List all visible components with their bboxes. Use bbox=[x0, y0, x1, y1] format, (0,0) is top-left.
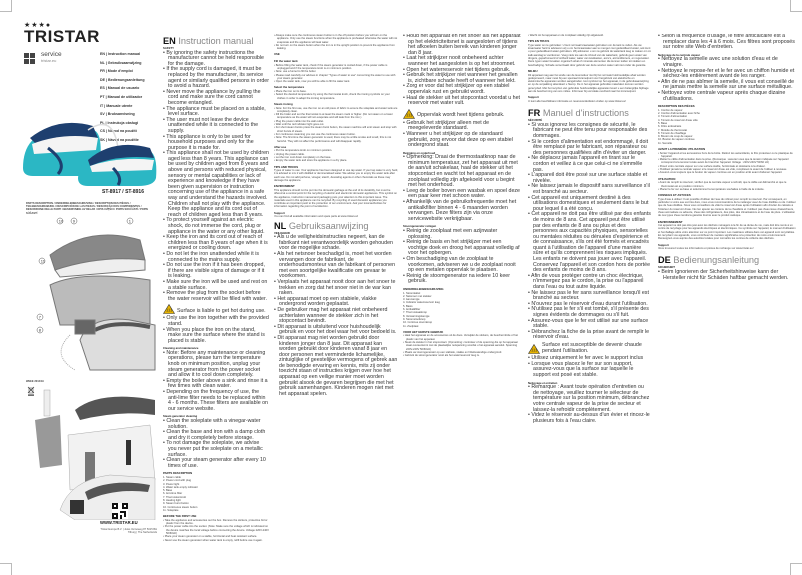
bullet-item: • Débranchez la fiche de la prise avant de remplir le réservoir d'eau. bbox=[528, 330, 651, 341]
language-item: PL | Instrukcja obsługi bbox=[100, 120, 139, 125]
bullet-item: • Open het waterreservoir niet tijdens gebruik. bbox=[403, 68, 521, 74]
bullet-item: • Haal de stekker uit het stopcontact voordat u het reservoir met water vult. bbox=[403, 96, 521, 107]
language-item: DE | Bedienungsanleitung bbox=[100, 77, 145, 82]
bullet-item: • L'appareil doit être posé sur une surface stable et nivelée. bbox=[528, 173, 651, 184]
bullet-item: • Never move the appliance by pulling the cord and make sure the cord cannot become entangled. bbox=[163, 90, 269, 107]
bullet-item: • Nettoyez votre centrale vapeur après chaque dizaine d'utilisations. bbox=[658, 91, 796, 102]
bullet-item: • Videz le réservoir au-dessus d'un évier et rincez-le plusieurs fois à l'eau claire. bbox=[528, 413, 651, 424]
subheading: ENVIRONNEMENT bbox=[658, 219, 683, 224]
paragraph: 5. Basis bbox=[403, 304, 413, 308]
paragraph: 8. Heating light bbox=[163, 499, 181, 503]
callout-10: 10 bbox=[58, 218, 64, 224]
warning-text: Surface is liable to get hot during use. bbox=[177, 307, 266, 314]
company-address: Tristar Europe B.V. | Jules Verneweg 87 5015 BH Tilburg | The Netherlands bbox=[100, 528, 157, 535]
paragraph: 11. Soleplate bbox=[163, 508, 179, 512]
subheading: Steam ironing bbox=[274, 101, 293, 106]
language-item: ES | Manual de usuario bbox=[100, 86, 140, 91]
callout-11: 11 bbox=[40, 258, 45, 264]
small-bullet-item: • Fill the boiler and set the thermostat to at least the steam mark or higher. (Do not steam on a lower temperature as the water will not evaporate and will leak from the iron.) bbox=[274, 113, 398, 120]
paragraph: 10. Bouton de vapeur continue bbox=[658, 138, 695, 142]
hot-surface-warning-icon bbox=[528, 344, 540, 354]
paragraph: 1. Steam cable bbox=[163, 475, 181, 479]
bullet-item: • By ignoring the safety instructions the manufacturer cannot be held responsible for the damage. bbox=[163, 51, 269, 68]
bullet-item: • Si le cordon d'alimentation est endommagé, il doit être remplacé par le fabricant, son réparateur ou des personnes qualifiées afin d'éviter un danger. bbox=[528, 140, 651, 157]
paragraph: Type water om te gebruiken: U kunt normaal kraanwater gebruiken om de tank te vullen. Als uw kraanwater hard is adviseren wij u om het kraanwater aan te mengen met gedestilleerd water, ook kunt u puur gedestilleerd water gebruiken. Wij adviseren u om na gebruik de watertank leeg te maken om zo kalk aanslag te voorkomen. Voeg niets toe aan de inhoud van de watertank, gebruik geen water van drogers, geparfumeerd of onthard water, water van koelkasten, accu's, airconditioners, en regenwater. Deze typen water bevatten organisch afval of minerale elementen die kunnen leiden tot vlekken en beschadiging. Schade veroorzaakt door gebruik van deze soorten water valt niet onder de garantie. bbox=[528, 43, 651, 67]
small-bullet-item: • Always make sure the continuous steam button is in the off position before you will turn on the appliance. Only use the steam functions when the appliance is preheated otherwise the water will not evaporate and the appliance will leak water. bbox=[274, 34, 398, 44]
bullet-item: • This appliance shall not be used by children aged less than 8 years. This appliance can be used by children aged from 8 years and above and persons with reduced physical, sensory or mental capabilities or lack of experience and knowledge if they have been given supervision or instruction concerning use of the appliance in a safe way and understand the hazards involved. Children shall not play with the appliance. Keep the appliance and its cord out of reach of children aged less than 8 years. bbox=[163, 151, 269, 218]
paragraph: 1. Cordon de vapeur bbox=[658, 108, 683, 112]
subheading: Select the temperature bbox=[274, 85, 305, 90]
bullet-item: • Depending on the frequency of use, the anti-lime filter needs to be replaced within 4 - 6 months. These filters are available on our service website. bbox=[163, 390, 269, 412]
bullet-item: • Selon la fréquence d'usage, le filtre anticalcaire est à remplacer dans les 4 à 6 mois. Ces filtres sont proposés sur notre site Web d'entretien. bbox=[658, 34, 796, 51]
subheading: Support bbox=[658, 242, 669, 247]
subheading: CONSEILS ET ASTUCES bbox=[658, 193, 691, 198]
language-code: NL bbox=[274, 220, 287, 231]
bullet-item: • Only use the iron together with the provided stand. bbox=[163, 316, 269, 327]
bullet-item: • Gebruik het strijkijzer niet wanneer het gevallen is, zichtbare schade heeft of wanneer het lekt. bbox=[403, 73, 521, 84]
small-bullet-item: • Haal het apparaat en de accessoires uit de doos. Verwijder de stickers, de beschermfolie of het plastic van het apparaat. bbox=[403, 334, 521, 341]
bullet-item: • Zorg er voor dat het strijkijzer op een stabiel oppervlak rust en gebruikt wordt. bbox=[403, 84, 521, 95]
section-title bbox=[528, 108, 651, 118]
language-item: CS | Návod na použití bbox=[100, 129, 137, 134]
subheading: TIPS AND TRICKS bbox=[274, 164, 299, 169]
small-bullet-item: • Assurez-vous toujours que le bouton de vapeur continue est en position arrêt avant d'allumer l'appareil. bbox=[658, 171, 796, 174]
bullet-item: • Nettoyez le repose-fer et le fer avec un chiffon humide et séchez-les entièrement avant de les ranger. bbox=[658, 69, 796, 80]
service-label: service bbox=[41, 51, 62, 58]
language-code: EN bbox=[163, 36, 176, 46]
bullet-item: • Wanneer u het strijkijzer op de standaard gebruikt, zorg ervoor dat deze op een stabiel ondergrond staat. bbox=[403, 132, 521, 149]
bullet-item: • Als het netsnoer beschadigd is, moet het worden vervangen door de fabrikant, de onderhoudsmonteur van de fabrikant of personen met een soortgelijke kwalificatie om gevaar te voorkomen. bbox=[274, 252, 398, 280]
paragraph: 3. Aan-lampje bbox=[403, 298, 420, 302]
paragraph: Vous trouverez toutes les informations et pièces de rechange sur www.tristar.eu ! bbox=[658, 247, 755, 251]
bullet-item: • Utilisez uniquement le fer avec le support inclus bbox=[528, 356, 651, 362]
section-subheading: SAFETY bbox=[163, 46, 175, 50]
column-en bbox=[163, 34, 269, 564]
column-en-nl bbox=[274, 34, 398, 564]
subheading: Nettoyage de la centrale vapeur bbox=[658, 52, 701, 57]
bullet-item: • Cet appareil ne doit pas être utilisé par des enfants de moins de 8 ans. Cet appareil peut être utilisé par des enfants de 8 ans ou plus et des personnes aux capacités physiques, sensorielles ou mentales réduites ou dénuées d'expérience et de connaissance, s'ils ont été formés et encadrés quant à l'utilisation de l'appareil d'une manière sûre et qu'ils comprennent les risques impliqués. Les enfants ne doivent pas jouer avec l'appareil. Conservez l'appareil et son cordon hors de portée des enfants de moins de 8 ans. bbox=[528, 212, 651, 274]
bullet-item: • Reinig de stoomgenerator na iedere 10 keer gebruik. bbox=[403, 274, 521, 285]
language-code: DE bbox=[658, 255, 671, 266]
paragraph: 5. Base bbox=[163, 489, 173, 493]
bullet-item: • Nettoyez la semelle avec une solution d'eau et de vinaigre. bbox=[658, 57, 796, 68]
base-and-tank-diagram bbox=[30, 380, 158, 520]
subheading: MILIEU bbox=[528, 68, 538, 73]
subheading: Steam generator cleaning bbox=[163, 414, 198, 419]
product-photo bbox=[18, 108, 160, 188]
subheading: UTILISATION bbox=[658, 176, 676, 181]
bullet-item: • Keep the iron and its cord out of reach of children less than 8 years of age when it is energized or cooling down. bbox=[163, 235, 269, 252]
bullet-item: • Reinig de basis en het strijkijzer met een vochtige doek en droog het apparaat volledig af voor het opbergen. bbox=[403, 240, 521, 257]
bullet-item: • Make sure the iron will be used and rest on a stable surface. bbox=[163, 280, 269, 291]
small-bullet-item: • Take the appliance and accessories out the box. Remove the stickers, protective foil or plastic from the device. bbox=[163, 519, 269, 526]
paragraph: This appliance should not be put into the domestic garbage at the end of its durability, but must be offered at a central point for the recycling of electric and electronic domestic appliances. This symbol on the appliance, instruction manual and packaging puts your attention to this important issue. The materials used in this appliance can be recycled. By recycling of used domestic appliances you contribute an important push to the protection of our environment. Ask your local authorities for information regarding the point of recollection. bbox=[274, 188, 397, 209]
paragraph: 6. Antikalkfilter bbox=[403, 308, 421, 312]
paragraph: 2. Netsnoer met stekker bbox=[403, 294, 432, 298]
language-item: IT | Manuale utente bbox=[100, 103, 133, 108]
paragraph: 6. Filtre anticalcaire bbox=[658, 125, 682, 129]
hot-surface-warning bbox=[528, 343, 651, 354]
bullet-item: • Empty the boiler above a sink and rinse it a few times with clean water. bbox=[163, 379, 269, 390]
section-title-text: Bedienungsanleitung bbox=[673, 255, 760, 266]
bullet-item: • When you place the iron on the stand, make sure the surface where the stand is placed is stable. bbox=[163, 328, 269, 345]
small-bullet-item: • Put the power cable into the socket. (Note: Make sure the voltage which is indicated on the device matches the local voltage before connecting the device. Voltage 220V-240V 50/60Hz) bbox=[163, 525, 269, 535]
hot-surface-warning bbox=[403, 109, 521, 119]
parts-description-heading: PARTS DESCRIPTION / ONDERDELENBESCHRIJVING / DESCRIPTION DES PIÈCES / TEILEBESCHREIBUNG / DESCRIPCIÓN DE LAS PIEZAS / DESCRIÇÃO DOS COMPONENTES / DESCRIZIONE DELLE PARTI / BESKRIVNING AV DELAR / OPIS CZĘŚCI / POPIS SOUČÁSTÍ / POPIS SÚČASTÍ bbox=[26, 202, 149, 215]
bullet-item: • Do not use the iron if it has been dropped, if there are visible signs of damage or if it is leaking. bbox=[163, 263, 269, 280]
paragraph: 8. Témoin de chauffage bbox=[658, 131, 687, 135]
bullet-item: • Om beschadiging van de zoolplaat te voorkomen, adviseren we u de zoolplaat nooit op een metalen oppervlak te plaatsen. bbox=[403, 257, 521, 274]
small-bullet-item: • Let the iron cool down completely on the base. bbox=[274, 156, 398, 159]
iron-diagram bbox=[20, 215, 158, 375]
paragraph: 8. Verwarmingslampje bbox=[403, 314, 430, 318]
paragraph: 7. Molette de thermostat bbox=[658, 128, 687, 132]
small-bullet-item: • Place the iron on its base. bbox=[274, 90, 398, 93]
bullet-item: • De gebruiker mag het apparaat niet onbeheerd achterlaten wanneer de stekker zich in het stopcontact bevindt. bbox=[274, 308, 398, 325]
section-title-text: Manuel d'instructions bbox=[542, 108, 629, 119]
subheading: Stoomgenerator reinigen bbox=[403, 224, 437, 229]
small-bullet-item: • Plaats uw stoomgenerator op een stabiele, vlakke en hittebestendige ondergrond. bbox=[403, 351, 521, 354]
bullet-item: • Lorsque vous placez le fer sur son support, assurez-vous que la surface sur laquelle le support est posé est stable. bbox=[528, 362, 651, 379]
small-bullet-item: • Please read carefully our advises in chapter "Types of water to use" concerning the water to use with your steam generator. bbox=[274, 74, 398, 81]
subheading: Fill the water tank bbox=[274, 59, 298, 64]
small-bullet-item: • For short steam bursts press the steam burst button, the steam machine will emit steam and stop with short bursts of steam. bbox=[274, 126, 398, 133]
hot-surface-warning bbox=[163, 304, 269, 314]
paragraph: 4. Indicator waterreservoir leeg bbox=[403, 301, 440, 305]
bullet-item: • The user must not leave the device unattended while it is connected to the supply. bbox=[163, 118, 269, 135]
bullet-item: • Do not let the iron unattended while it is connected to the mains supply. bbox=[163, 252, 269, 263]
paragraph: Types of water to use: Your appliance has been designed to use tap water. If your tap water is very hard, it is advised to mix it with distilled or demineralised water. We advise you to empty the water tank after each use. Do not add perfume, vinegar, starch, descaling agents or other chemicals as these may damage the appliance. bbox=[274, 169, 398, 183]
model-number: ST-8917 / ST-8916 bbox=[102, 189, 144, 195]
language-item: FR | Mode d'emploi bbox=[100, 69, 133, 74]
bullet-item: • Cet appareil est uniquement destiné à des utilisations domestiques et seulement dans le but pour lequel il a été conçu. bbox=[528, 196, 651, 213]
small-bullet-item: • Note: For the first use, use the iron on an old piece of fabric to ensure the soleplate and water tank are completely clean. bbox=[274, 107, 398, 114]
bullet-item: • To protect yourself against an electric shock, do not immerse the cord, plug or appliance in the water or any other liquid. bbox=[163, 218, 269, 235]
bullet-item: • Laat het strijkijzer nooit onbeheerd achter wanneer het aangesloten is op het stroomnet. bbox=[403, 56, 521, 67]
bullet-item: • Leeg de boiler boven een wasbak en spoel deze een paar keer met schoon water. bbox=[403, 189, 521, 200]
section-title-text: Instruction manual bbox=[178, 36, 254, 46]
section-subheading: SICHERHEIT bbox=[658, 265, 675, 270]
service-badge bbox=[24, 52, 62, 64]
paragraph: 2. Cordon d'alimentation avec fiche bbox=[658, 112, 700, 116]
bullet-item: • Remove the plug from the socket before the water reservoir will be filled with water. bbox=[163, 291, 269, 302]
language-item: NL | Gebruiksaanwijzing bbox=[100, 60, 142, 65]
crop-mark bbox=[790, 563, 802, 575]
subheading: Nettoyage et entretien bbox=[528, 380, 558, 385]
paragraph: Cet appareil ne doit pas être jeté avec les déchets ménagers à la fin de sa durée de vie, mais doit être remis à un centre de recyclage pour les appareils électriques et électroniques. Ce symbole sur l'appareil, le manuel d'utilisation et l'emballage attire votre attention sur ce point important. Les matériaux utilisés dans cet appareil sont recyclables. En recyclant vos appareils, vous contribuez de manière significative à la protection de notre environnement. Renseignez-vous auprès des autorités locales pour connaître les centres de collecte des déchets. bbox=[658, 224, 796, 241]
language-item: SK | Návod na použitie bbox=[100, 137, 139, 142]
callout-8: 8 bbox=[38, 327, 42, 333]
subheading: BEFORE THE FIRST USE bbox=[163, 514, 197, 519]
bullet-item: • Dit apparaat is uitsluitend voor huishoudelijk gebruik en voor het doel waar het voor bedoeld is. bbox=[274, 325, 398, 336]
logo-stars: ★★★● bbox=[24, 22, 52, 29]
bullet-item: • This appliance is only to be used for household purposes and only for the purpose it is made for. bbox=[163, 135, 269, 152]
column-fr-de bbox=[658, 34, 796, 564]
language-item: SV | Bruksanvisning bbox=[100, 112, 135, 117]
section-title-text: Gebruiksaanwijzing bbox=[288, 220, 369, 231]
bullet-item: • Beim Ignorieren der Sicherheitshinweise kann der Hersteller nicht für Schäden haftbar gemacht werden. bbox=[658, 270, 796, 281]
small-bullet-item: • Mettez le câble d'alimentation dans la prise. (Remarque : assurez-vous que la tension indiquée sur l'appareil correspond à la tension locale avant de brancher l'appareil. Voltage : 220V-240V 50/60 Hz) bbox=[658, 158, 796, 165]
paragraph: 2. Power cord with plug bbox=[163, 479, 191, 483]
paragraph: 11. Semelle bbox=[658, 141, 672, 145]
subheading: USE bbox=[274, 52, 280, 57]
bullet-item: • Reinig de zoolplaat met een azijnwater oplossing. bbox=[403, 229, 521, 240]
bullet-item: • Clean the soleplate with a vinegar-water solution. bbox=[163, 419, 269, 430]
service-url: tristar.eu bbox=[41, 58, 57, 63]
cover-panel bbox=[0, 0, 160, 575]
subheading: VOOR HET EERSTE GEBRUIK bbox=[403, 329, 444, 334]
small-bullet-item: • Gebruik de stoomgenerator nooit als het waterreservoir leeg is. bbox=[403, 354, 521, 357]
paragraph: You can find all available information and spare parts at www.tristar.eu! bbox=[274, 215, 359, 219]
subheading: AVANT LA PREMIÈRE UTILISATION bbox=[658, 146, 706, 151]
section-subheading: SÉCURITÉ bbox=[528, 118, 543, 123]
bullet-item: • If the supply cord is damaged, it must be replaced by the manufacturer, its service agent or similarly qualified persons in order to avoid a hazard. bbox=[163, 67, 269, 89]
small-bullet-item: • N'utilisez jamais la centrale vapeur si le réservoir d'eau est vide, remplissez-le avant de l'utiliser à nouveau. bbox=[658, 168, 796, 171]
paragraph: 11. Zoolplaat bbox=[403, 324, 419, 328]
website-link[interactable]: WWW.TRISTAR.EU bbox=[100, 520, 138, 525]
paragraph: Type d'eau à utiliser: Il est possible d'utiliser de l'eau du robinet pour remplir le réservoir. Par conséquent, en particulier si votre eau est très dure, nous vous recommandons de la mélanger avec de l'eau distillée ou de n'utiliser que de l'eau distillée. Nous vous conseillons de vider le réservoir d'eau après l'utilisation afin d'éviter du calcaire à l'intérieur du réservoir d'eau. Ne rien ajouter au contenu de la chaudière et n'utilisez pas d'eau issue d'assécheurs, d'eau aromatisée ou adoucie, d'eau des réfrigérateurs, des piles, des climatisations et de l'eau de pluie. L'utilisation de ces types d'eau rendra la garantie fournie avec le produit caduque. bbox=[658, 197, 796, 218]
subheading: ENVIRONMENT bbox=[274, 184, 295, 189]
bullet-item: • Si vous ignorez les consignes de sécurité, le fabricant ne peut être tenu pour responsable des dommages. bbox=[528, 123, 651, 140]
paragraph: U kunt alle beschikbare informatie en reserveonderdelen vinden op www.tristar.eu! bbox=[528, 99, 626, 103]
service-grid-icon bbox=[24, 53, 35, 64]
bullet-item: • Clean the base and iron with a damp cloth and dry it completely before storage. bbox=[163, 430, 269, 441]
small-bullet-item: • Select the desired temperature by using the thermostat knob, check the ironing symbols on your clothes in order to adapt the ironing temperature. bbox=[274, 93, 398, 100]
bullet-item: • Assurez-vous que le fer est utilisé sur une surface stable. bbox=[528, 319, 651, 330]
subheading: TIPS EN TRUCS bbox=[528, 39, 550, 44]
weee-label: WEEE 2012/19 bbox=[26, 380, 44, 383]
small-bullet-item: • Put the temperature knob on minimum position. bbox=[274, 149, 398, 152]
bullet-item: • Ne déplacez jamais l'appareil en tirant sur le cordon et veillez à ce que celui-ci ne s'emmêle pas. bbox=[528, 156, 651, 173]
bullet-item: • The appliance must be placed on a stable, level surface. bbox=[163, 107, 269, 118]
tristar-logo bbox=[24, 22, 100, 45]
paragraph: 3. Témoin d'alimentation bbox=[658, 115, 688, 119]
subheading: Reiniging en onderhoud bbox=[403, 150, 436, 155]
paragraph: 9. Stoomstootknop bbox=[403, 317, 426, 321]
bullet-item: • Ne laissez jamais le dispositif sans surveillance s'il est branché au secteur. bbox=[528, 184, 651, 195]
subheading: DESCRIPTION DES PIÈCES bbox=[658, 104, 695, 109]
bullet-item: • Het apparaat moet op een stabiele, vlakke ondergrond worden geplaatst. bbox=[274, 297, 398, 308]
spacer bbox=[658, 250, 796, 253]
subheading: Support bbox=[528, 95, 539, 100]
small-bullet-item: • Wacht tot het apparaat en de zoolplaat volledig zijn afgekoeld. bbox=[528, 34, 651, 37]
paragraph: 7. Thermostaatknop bbox=[403, 311, 427, 315]
bullet-item: • N'utilisez pas le fer s'il est tombé, s'il présente des signes évidents de dommages ou s'il fuit. bbox=[528, 307, 651, 318]
language-item: PT | Manual de utilizador bbox=[100, 94, 143, 99]
paragraph: 4. Water tank empty indicator bbox=[163, 485, 198, 489]
bullet-item: • Opmerking: Draai de thermostaatknop naar de minimum temperatuur, zet het apparaat uit met de aan/uit schakelaar, haal de stekker uit het stopcontact en wacht tot het apparaat en de zoolplaat volledig zijn afgekoeld voor u begint met het onderhoud. bbox=[403, 155, 521, 189]
paragraph: 7. Thermostat knob bbox=[163, 495, 187, 499]
small-bullet-item: • Never use the steam generator when water tank is empty, refill before use it again. bbox=[163, 539, 269, 542]
small-bullet-item: • For continuous steaming you can use the continuous steam button. bbox=[274, 133, 398, 136]
small-bullet-item: • Unplug the power cable. bbox=[274, 153, 398, 156]
section-title bbox=[163, 36, 269, 46]
paragraph: 3. Power light bbox=[163, 482, 180, 486]
subheading: After use bbox=[274, 144, 287, 149]
small-bullet-item: • Before filling the water tank, check if the steam generator is cooled down, if the power cable is unplugged and if the temperature knob is on minimum position. bbox=[274, 64, 398, 71]
section-title bbox=[658, 255, 796, 265]
paragraph: 1. Stoomkabel bbox=[403, 291, 421, 295]
paragraph: 6. Anti-lime filter bbox=[163, 492, 183, 496]
callout-7: 7 bbox=[38, 314, 42, 320]
bullet-item: • N'ouvrez pas le réservoir d'eau durant l'utilisation. bbox=[528, 302, 651, 308]
subheading: PARTS DESCRIPTION bbox=[163, 471, 193, 476]
column-nl bbox=[403, 34, 521, 564]
section-subheading: VEILIGHEID bbox=[274, 230, 290, 235]
bullet-item: • Dit apparaat mag niet worden gebruikt door kinderen jonger dan 8 jaar. Dit apparaat kan worden gebruikt door kinderen vanaf 8 jaar en door personen met verminderde lichamelijke, zintuiglijke of geestelijke vermogens of gebrek aan de benodigde ervaring en kennis, mits zij onder toezicht staan of instructies krijgen over hoe het apparaat op een veilige manier moet worden gebruikt alsook de gevaren begrijpen die met het gebruik samenhangen. Kinderen mogen niet met het apparaat spelen. bbox=[274, 336, 398, 398]
small-bullet-item: • Open the water tank, now you will be able to fill the water tank. bbox=[274, 80, 398, 83]
bullet-item: • Als u de veiligheidsinstructies negeert, kan de fabrikant niet verantwoordelijk worden gehouden voor de mogelijke schade. bbox=[274, 235, 398, 252]
small-bullet-item: • Placez le fer sur sa base et sélectionnez la température souhaitée à l'aide de la molette. bbox=[658, 188, 796, 191]
bullet-item: • To not damage the soleplate, we advise you never put the soleplate on a metallic surface. bbox=[163, 441, 269, 458]
small-bullet-item: • Empty the water tank and store the appliance in a dry place. bbox=[274, 159, 398, 162]
paragraph: 10. Continuous steam button bbox=[163, 505, 198, 509]
bullet-item: • Remarque : Avant toute opération d'entretien ou de nettoyage, veuillez tourner le sélecteur de température sur la position minimum, débranchez votre centrale vapeur de la prise de secteur et laissez-la refroidir complètement. bbox=[528, 385, 651, 413]
small-bullet-item: • Wait until the red indicator light goes out. bbox=[274, 123, 398, 126]
small-bullet-item: • Do not turn on the steam button when the iron is in the upright position to prevent the appliance from leaking. bbox=[274, 44, 398, 51]
paragraph: 5. Base bbox=[658, 121, 668, 125]
paragraph: 10. Continue stoomknop bbox=[403, 321, 433, 325]
small-bullet-item: • Note: The first time the steam generator is used, there may be a little smoke and smell, this is not harmful. They will not affect the performance and will disappear rapidly. bbox=[274, 136, 398, 143]
subheading: Support bbox=[274, 210, 285, 215]
bullet-item: • Verplaats het apparaat nooit door aan het snoer te trekken en zorg dat het snoer niet in de war kan raken. bbox=[274, 280, 398, 297]
bullet-item: • Houd het apparaat en het snoer als het apparaat op het elektriciteitsnet is aangesloten of tijdens het afkoelen buiten bereik van kinderen jonger dan 8 jaar. bbox=[403, 34, 521, 56]
small-bullet-item: • Place your steam generator on a stable, horizontal and heat resistant surface. bbox=[163, 535, 269, 538]
bullet-item: • Afin de ne pas abîmer la semelle, il vous est conseillé de ne jamais mettre la semelle sur une surface métallique. bbox=[658, 80, 796, 91]
qr-code bbox=[112, 503, 128, 519]
paragraph: 4. Témoin de réservoir d'eau vide bbox=[658, 118, 698, 122]
bullet-item: • Afhankelijk van de gebruiksfrequentie moet het antikalkfilter binnen 4 - 6 maanden worden vervangen. Deze filters zijn via onze servicewebsite verkrijgbaar. bbox=[403, 200, 521, 222]
language-code: FR bbox=[528, 108, 541, 119]
paragraph: 9. Steam burst button bbox=[163, 502, 189, 506]
paragraph: Dit apparaat mag aan het einde van de levensduur niet bij het normale huishoudelijke afval worden gedeponeerd, maar moet bij een speciaal inzamelpunt voor hergebruik van elektrische en elektronische apparaten worden aangeboden. Het symbool op het apparaat, in de gebruiksaanwijzing en op de verpakking attendeert u hierop. De in het apparaat gebruikte materialen kunnen worden gerecycled. Met het recyclen van gebruikte huishoudelijke apparaten levert u een belangrijke bijdrage aan de bescherming van ons milieu. Informeer bij uw lokale overheid naar het inzamelpunt. bbox=[528, 73, 649, 94]
small-bullet-item: • Posez votre centrale vapeur sur une surface stable, horizontale et résistante à la chaleur. bbox=[658, 165, 796, 168]
small-bullet-item: • Steek de stekker in het stopcontact. (Opmerking: controleer of de spanning die op het apparaat staat overeenkomt met de plaatselijke netspanning voordat u het apparaat aansluit. Spanning 220V-240V 50/60Hz) bbox=[403, 341, 521, 351]
language-item: EN | Instruction manual bbox=[100, 52, 141, 56]
spacer bbox=[528, 103, 651, 106]
bullet-item: • Afin de vous protéger contre un choc électrique, n'immergez pas le cordon, la prise ou l'appareil dans l'eau ou tout autre liquide. bbox=[528, 274, 651, 291]
crop-mark bbox=[790, 0, 802, 12]
small-bullet-item: • Avant de remplir le réservoir, vérifiez que la centrale vapeur a refroidi, que le câble est débranché et que le thermostat est en position minimum. bbox=[658, 181, 796, 188]
callout-1: 1 bbox=[128, 218, 132, 224]
subheading: Cleaning and maintenance bbox=[163, 346, 199, 351]
hot-surface-warning-icon bbox=[403, 109, 415, 119]
hot-surface-warning-icon bbox=[163, 304, 175, 314]
small-bullet-item: • Note: use a funnel to fill the boiler. bbox=[274, 70, 398, 73]
bullet-item: • Note: Before any maintenance or cleaning operations, please turn the temperature knob on minimum position, unplug your steam generator from the power socket and allow it to cool down completely. bbox=[163, 351, 269, 379]
bullet-item: • Gebruik het strijkijzer alleen met de meegeleverde standaard. bbox=[403, 121, 521, 132]
brand-name: TRISTAR bbox=[24, 27, 100, 46]
subheading: ONDERDELENBESCHRIJVING bbox=[403, 286, 444, 291]
paragraph: 9. Bouton de coup de vapeur bbox=[658, 135, 693, 139]
section-title bbox=[274, 221, 398, 231]
small-bullet-item: • Plug the power cable into the wall outlet. bbox=[274, 120, 398, 123]
warning-text: Surface est susceptible de devenir chaude pendant l'utilisation. bbox=[542, 341, 642, 354]
warning-text: Oppervlak wordt heet tijdens gebruik. bbox=[417, 112, 505, 119]
callout-9: 9 bbox=[72, 218, 76, 224]
column-nl-fr bbox=[528, 34, 651, 564]
bullet-item: • Clean your steam generator after every 10 times of use. bbox=[163, 458, 269, 469]
bullet-item: • Ne laissez pas le fer sans surveillance lorsqu'il est branché au secteur. bbox=[528, 291, 651, 302]
small-bullet-item: • Sortez l'appareil et les accessoires hors de la boîte. Retirez les autocollants, le film protecteur ou le plastique de l'appareil. bbox=[658, 152, 796, 159]
